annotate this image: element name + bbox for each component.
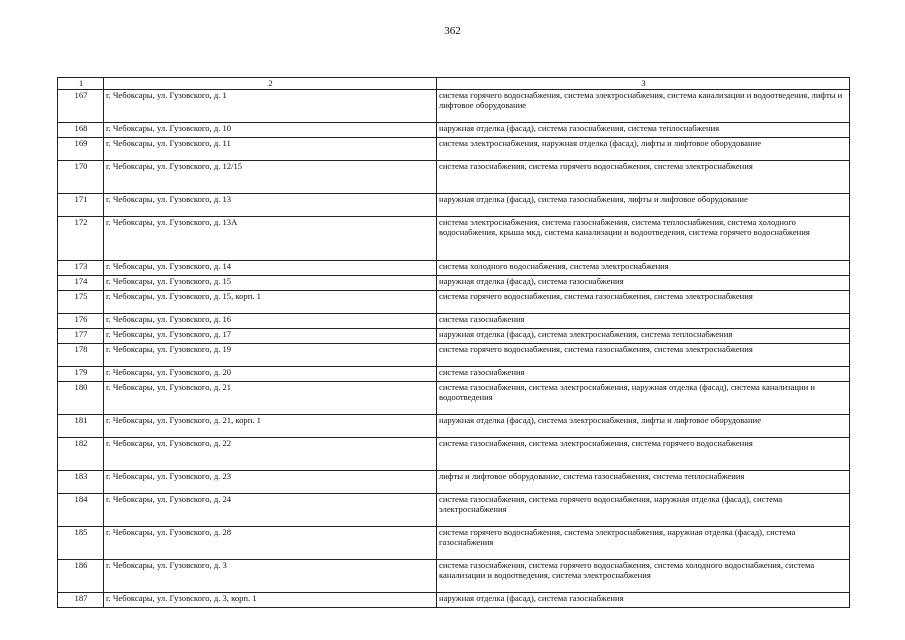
row-number: 171 — [58, 193, 104, 216]
row-address: г. Чебоксары, ул. Гузовского, д. 23 — [104, 470, 437, 493]
row-address: г. Чебоксары, ул. Гузовского, д. 15 — [104, 275, 437, 290]
table-row — [58, 526, 850, 559]
row-number: 187 — [58, 592, 104, 607]
table-row — [58, 343, 850, 366]
row-works: система газоснабжения — [437, 313, 850, 328]
row-number: 179 — [58, 366, 104, 381]
row-works: наружная отделка (фасад), система газоснабжения — [437, 275, 850, 290]
row-works: наружная отделка (фасад), система газоснабжения — [437, 592, 850, 607]
row-number: 169 — [58, 137, 104, 160]
row-address: г. Чебоксары, ул. Гузовского, д. 11 — [104, 137, 437, 160]
row-address: г. Чебоксары, ул. Гузовского, д. 21, корп. 1 — [104, 414, 437, 437]
table-row — [58, 470, 850, 493]
row-address: г. Чебоксары, ул. Гузовского, д. 15, корп. 1 — [104, 290, 437, 313]
row-number: 172 — [58, 216, 104, 260]
row-works: наружная отделка (фасад), система газоснабжения, система теплоснабжения — [437, 122, 850, 137]
row-address: г. Чебоксары, ул. Гузовского, д. 20 — [104, 366, 437, 381]
row-works: наружная отделка (фасад), система электроснабжения, лифты и лифтовое оборудование — [437, 414, 850, 437]
table-row — [58, 193, 850, 216]
row-address: г. Чебоксары, ул. Гузовского, д. 16 — [104, 313, 437, 328]
table-row — [58, 275, 850, 290]
row-number: 175 — [58, 290, 104, 313]
table-header-row — [58, 78, 850, 90]
row-works: система газоснабжения, система горячего водоснабжения, система холодного водоснабжения, система канализации и водоотведения, система электроснабжения — [437, 559, 850, 592]
table-row — [58, 122, 850, 137]
table-row — [58, 559, 850, 592]
row-works: система горячего водоснабжения, система электроснабжения, система канализации и водоотведения, лифты и лифтовое оборудование — [437, 89, 850, 122]
table-row — [58, 137, 850, 160]
row-number: 180 — [58, 381, 104, 414]
table-row — [58, 493, 850, 526]
table-row — [58, 290, 850, 313]
column-header-address: 2 — [104, 78, 437, 90]
row-works: система газоснабжения, система горячего водоснабжения, наружная отделка (фасад), система электроснабжения — [437, 493, 850, 526]
row-number: 181 — [58, 414, 104, 437]
page-number: 362 — [444, 25, 461, 37]
row-number: 176 — [58, 313, 104, 328]
row-address: г. Чебоксары, ул. Гузовского, д. 12/15 — [104, 160, 437, 193]
row-number: 170 — [58, 160, 104, 193]
row-number: 174 — [58, 275, 104, 290]
table-row — [58, 313, 850, 328]
row-address: г. Чебоксары, ул. Гузовского, д. 3, корп. 1 — [104, 592, 437, 607]
table-row — [58, 592, 850, 607]
row-address: г. Чебоксары, ул. Гузовского, д. 22 — [104, 437, 437, 470]
row-address: г. Чебоксары, ул. Гузовского, д. 19 — [104, 343, 437, 366]
row-works: система горячего водоснабжения, система газоснабжения, система электроснабжения — [437, 290, 850, 313]
row-works: система газоснабжения, система электроснабжения, наружная отделка (фасад), система канализации и водоотведения — [437, 381, 850, 414]
row-address: г. Чебоксары, ул. Гузовского, д. 28 — [104, 526, 437, 559]
row-works: наружная отделка (фасад), система электроснабжения, система теплоснабжения — [437, 328, 850, 343]
row-address: г. Чебоксары, ул. Гузовского, д. 1 — [104, 89, 437, 122]
table-row — [58, 366, 850, 381]
row-address: г. Чебоксары, ул. Гузовского, д. 24 — [104, 493, 437, 526]
row-address: г. Чебоксары, ул. Гузовского, д. 21 — [104, 381, 437, 414]
row-address: г. Чебоксары, ул. Гузовского, д. 13 — [104, 193, 437, 216]
row-works: система электроснабжения, система газоснабжения, система теплоснабжения, система холодного водоснабжения, крыша мкд, система канализации и водоотведения, система горячего водоснабжения — [437, 216, 850, 260]
row-address: г. Чебоксары, ул. Гузовского, д. 14 — [104, 260, 437, 275]
table-row — [58, 260, 850, 275]
repair-works-table — [57, 77, 850, 608]
table-row — [58, 381, 850, 414]
column-header-works: 3 — [437, 78, 850, 90]
row-number: 168 — [58, 122, 104, 137]
row-number: 183 — [58, 470, 104, 493]
row-works: система электроснабжения, наружная отделка (фасад), лифты и лифтовое оборудование — [437, 137, 850, 160]
column-header-number: 1 — [58, 78, 104, 90]
row-address: г. Чебоксары, ул. Гузовского, д. 3 — [104, 559, 437, 592]
table-row — [58, 437, 850, 470]
row-number: 185 — [58, 526, 104, 559]
row-number: 182 — [58, 437, 104, 470]
row-works: система газоснабжения, система горячего водоснабжения, система электроснабжения — [437, 160, 850, 193]
row-number: 173 — [58, 260, 104, 275]
row-works: наружная отделка (фасад), система газоснабжения, лифты и лифтовое оборудование — [437, 193, 850, 216]
row-works: система горячего водоснабжения, система электроснабжения, наружная отделка (фасад), система газоснабжения — [437, 526, 850, 559]
row-address: г. Чебоксары, ул. Гузовского, д. 13А — [104, 216, 437, 260]
row-number: 177 — [58, 328, 104, 343]
row-number: 186 — [58, 559, 104, 592]
table-row — [58, 160, 850, 193]
row-address: г. Чебоксары, ул. Гузовского, д. 17 — [104, 328, 437, 343]
table-row — [58, 89, 850, 122]
row-works: система горячего водоснабжения, система газоснабжения, система электроснабжения — [437, 343, 850, 366]
row-works: система холодного водоснабжения, система электроснабжения — [437, 260, 850, 275]
table-row — [58, 216, 850, 260]
row-number: 178 — [58, 343, 104, 366]
table-row — [58, 414, 850, 437]
row-works: система газоснабжения, система электроснабжения, система горячего водоснабжения — [437, 437, 850, 470]
row-number: 184 — [58, 493, 104, 526]
row-works: система газоснабжения — [437, 366, 850, 381]
row-address: г. Чебоксары, ул. Гузовского, д. 10 — [104, 122, 437, 137]
row-works: лифты и лифтовое оборудование, система газоснабжения, система теплоснабжения — [437, 470, 850, 493]
table-row — [58, 328, 850, 343]
row-number: 167 — [58, 89, 104, 122]
